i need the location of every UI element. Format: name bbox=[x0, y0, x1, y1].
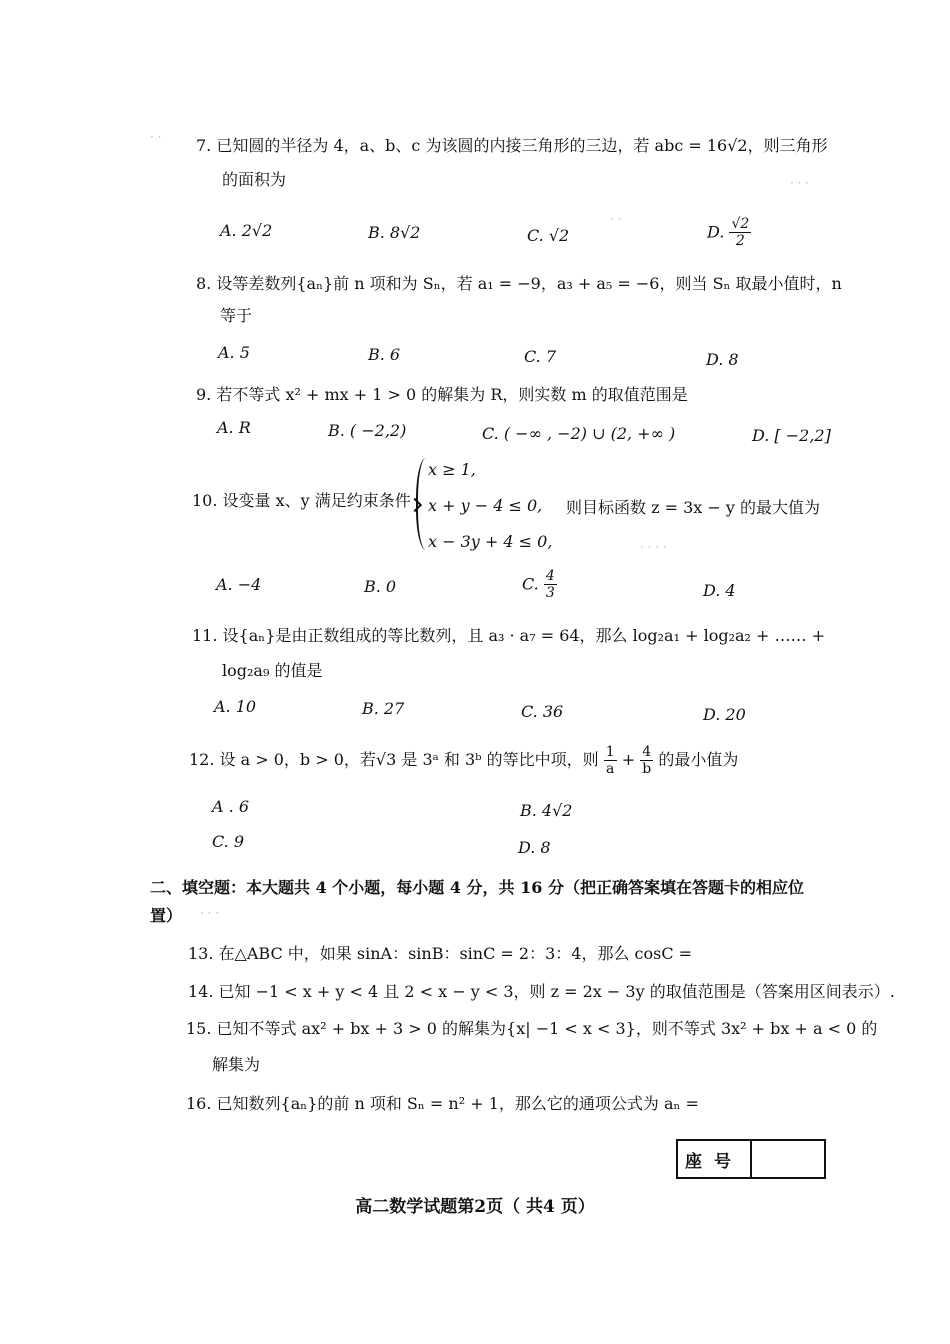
q10-c-denominator: 3 bbox=[545, 585, 555, 601]
q15-number: 15. bbox=[186, 1019, 212, 1038]
q12-fraction-1 bbox=[604, 744, 617, 777]
q11-text bbox=[192, 626, 825, 646]
q7-option-d-label: D. bbox=[707, 222, 725, 242]
q12-option-b: B. 4√2 bbox=[520, 801, 573, 820]
q13-number: 13. bbox=[188, 944, 214, 963]
q12-frac1-denominator: a bbox=[606, 761, 615, 777]
q7-option-d bbox=[707, 216, 751, 249]
q7-text bbox=[196, 136, 828, 156]
q10-line1: 设变量 x、y 满足约束条件 bbox=[222, 491, 411, 510]
q12-plus: + bbox=[621, 750, 636, 769]
q11-option-b: B. 27 bbox=[362, 699, 405, 718]
seat-number-label: 座号 bbox=[678, 1141, 752, 1177]
q10-option-b: B. 0 bbox=[364, 577, 397, 596]
q11-option-d: D. 20 bbox=[703, 705, 746, 724]
q12-line1a: 设 a > 0，b > 0，若√3 是 3ᵃ 和 3ᵇ 的等比中项，则 bbox=[219, 750, 599, 769]
q11-line1: 设{aₙ}是由正数组成的等比数列，且 a₃ · a₇ = 64，那么 log₂a₁ + log₂a₂ + …… + bbox=[222, 626, 826, 645]
q15-line1: 已知不等式 ax² + bx + 3 > 0 的解集为{x| −1 < x < 3}，则不等式 3x² + bx + a < 0 的 bbox=[216, 1019, 878, 1038]
q10-text bbox=[192, 491, 411, 511]
q10-option-c bbox=[522, 568, 557, 601]
q12-frac2-denominator: b bbox=[642, 761, 652, 777]
q15-text bbox=[186, 1019, 877, 1039]
q8-line2: 等于 bbox=[220, 306, 253, 325]
q12-option-a: A . 6 bbox=[212, 797, 249, 816]
q10-c-numerator: 4 bbox=[545, 568, 555, 584]
page-footer: 高二数学试题第2页（ 共4 页） bbox=[355, 1197, 595, 1217]
q8-option-b: B. 6 bbox=[368, 345, 401, 364]
q11-number: 11. bbox=[192, 626, 218, 645]
q8-option-d: D. 8 bbox=[706, 350, 739, 369]
q10-constraint-2: x + y − 4 ≤ 0, bbox=[428, 496, 543, 515]
q9-text bbox=[196, 385, 688, 405]
q12-text bbox=[189, 742, 738, 778]
q7-d-denominator: 2 bbox=[735, 233, 745, 249]
q12-line1b: 的最小值为 bbox=[658, 750, 739, 769]
q15-line2: 解集为 bbox=[212, 1055, 261, 1074]
q10-option-a: A. −4 bbox=[216, 575, 262, 594]
q12-number: 12. bbox=[189, 750, 215, 769]
q12-option-d: D. 8 bbox=[518, 838, 551, 857]
q10-option-d: D. 4 bbox=[703, 581, 736, 600]
q7-d-numerator: √2 bbox=[731, 216, 750, 232]
q8-text bbox=[196, 274, 842, 294]
section2-heading-line2: 置） bbox=[150, 906, 183, 925]
scan-speck: · · · bbox=[200, 906, 220, 920]
scan-speck: · · bbox=[610, 212, 622, 226]
q16-line1: 已知数列{aₙ}的前 n 项和 Sₙ = n² + 1，那么它的通项公式为 aₙ = bbox=[216, 1094, 699, 1113]
q9-option-c: C. ( −∞ , −2) ∪ (2, +∞ ) bbox=[482, 424, 676, 443]
q7-line2: 的面积为 bbox=[222, 170, 287, 189]
q9-line1: 若不等式 x² + mx + 1 > 0 的解集为 R，则实数 m 的取值范围是 bbox=[216, 385, 688, 404]
q7-line1: 已知圆的半径为 4，a、b、c 为该圆的内接三角形的三边，若 abc = 16√2，则三角形 bbox=[216, 136, 828, 155]
q10-option-c-label: C. bbox=[522, 574, 539, 594]
q7-option-b: B. 8√2 bbox=[368, 223, 421, 242]
q7-option-d-fraction bbox=[729, 216, 751, 249]
q7-number: 7. bbox=[196, 136, 212, 155]
q13-text bbox=[188, 944, 692, 964]
q11-option-a: A. 10 bbox=[214, 697, 257, 716]
q12-frac1-numerator: 1 bbox=[605, 744, 615, 760]
q9-option-b: B. ( −2,2) bbox=[328, 421, 407, 440]
scan-speck: · · bbox=[150, 130, 162, 144]
q16-text bbox=[186, 1094, 699, 1114]
q10-number: 10. bbox=[192, 491, 218, 510]
q12-option-c: C. 9 bbox=[212, 832, 245, 851]
q12-fraction-2 bbox=[640, 744, 653, 777]
seat-number-box bbox=[676, 1139, 826, 1179]
seat-number-field[interactable] bbox=[752, 1141, 824, 1177]
q9-number: 9. bbox=[196, 385, 212, 404]
q13-line1: 在△ABC 中，如果 sinA：sinB：sinC = 2：3：4，那么 cosC = bbox=[218, 944, 693, 963]
q10-constraint-3: x − 3y + 4 ≤ 0, bbox=[428, 532, 553, 551]
q14-text bbox=[188, 982, 895, 1002]
scan-speck: · · · · bbox=[640, 540, 667, 554]
q11-option-c: C. 36 bbox=[521, 702, 564, 721]
q10-line1b: 则目标函数 z = 3x − y 的最大值为 bbox=[566, 498, 821, 517]
q11-line2: log₂a₉ 的值是 bbox=[222, 661, 323, 680]
q16-number: 16. bbox=[186, 1094, 212, 1113]
q10-constraint-1: x ≥ 1, bbox=[428, 460, 476, 479]
q12-frac2-numerator: 4 bbox=[640, 744, 653, 761]
q7-option-a: A. 2√2 bbox=[220, 221, 273, 240]
q8-option-a: A. 5 bbox=[218, 343, 250, 362]
q8-line1: 设等差数列{aₙ}前 n 项和为 Sₙ，若 a₁ = −9，a₃ + a₅ = −6，则当 Sₙ 取最小值时，n bbox=[216, 274, 842, 293]
scan-speck: · · · bbox=[790, 176, 810, 190]
q10-option-c-fraction bbox=[544, 568, 557, 601]
q8-number: 8. bbox=[196, 274, 212, 293]
q14-line1: 已知 −1 < x + y < 4 且 2 < x − y < 3，则 z = 2x − 3y 的取值范围是（答案用区间表示）. bbox=[218, 982, 895, 1001]
q7-option-c: C. √2 bbox=[527, 226, 570, 245]
q9-option-d: D. [ −2,2] bbox=[752, 426, 831, 445]
q8-option-c: C. 7 bbox=[524, 347, 557, 366]
q14-number: 14. bbox=[188, 982, 214, 1001]
section2-heading: 二、填空题：本大题共 4 个小题，每小题 4 分，共 16 分（把正确答案填在答题卡的相应位 bbox=[150, 878, 804, 897]
q9-option-a: A. R bbox=[217, 418, 251, 437]
